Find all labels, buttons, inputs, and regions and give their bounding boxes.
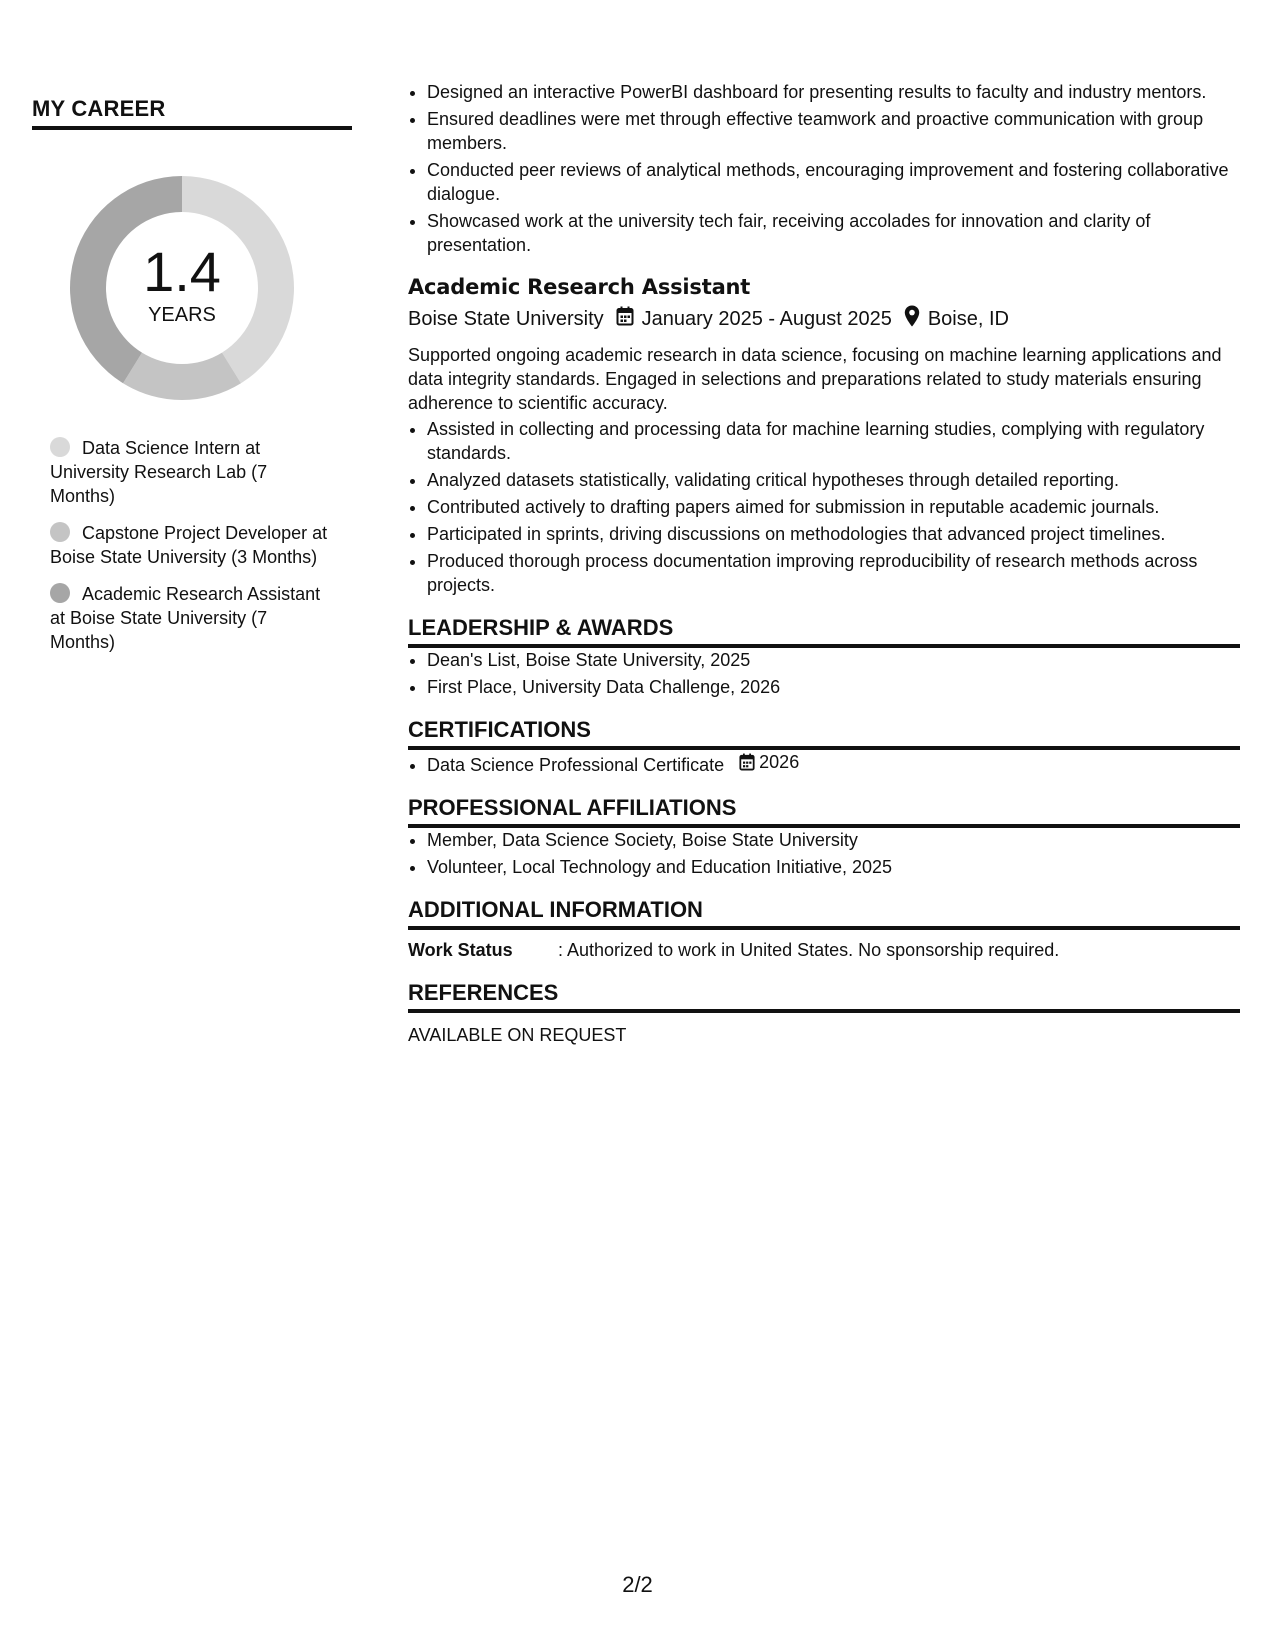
list-item: • Produced thorough process documentation improving reproducibility of research methods across projects. bbox=[427, 549, 1240, 597]
list-item: • Contributed actively to drafting papers aimed for submission in reputable academic journals. bbox=[427, 495, 1240, 519]
leadership-list bbox=[408, 648, 1240, 699]
list-item: • Conducted peer reviews of analytical methods, encouraging improvement and fostering collaborative dialogue. bbox=[427, 158, 1240, 206]
work-status-value: : Authorized to work in United States. No sponsorship required. bbox=[558, 940, 1060, 960]
legend-dot bbox=[50, 583, 70, 603]
certifications-list bbox=[408, 750, 1240, 777]
affiliations-list bbox=[408, 828, 1240, 879]
references-heading: REFERENCES bbox=[408, 980, 1240, 1013]
donut-center bbox=[62, 168, 302, 408]
certification-name: Data Science Professional Certificate bbox=[427, 755, 725, 775]
leadership-heading: LEADERSHIP & AWARDS bbox=[408, 615, 1240, 648]
legend-label: Capstone Project Developer at Boise State University (3 Months) bbox=[50, 523, 328, 567]
list-item bbox=[427, 750, 1240, 777]
career-sidebar bbox=[32, 96, 352, 667]
list-item: • Member, Data Science Society, Boise State University bbox=[427, 828, 1240, 852]
legend-dot bbox=[50, 437, 70, 457]
list-item: • Participated in sprints, driving discussions on methodologies that advanced project timelines. bbox=[427, 522, 1240, 546]
list-item: • Volunteer, Local Technology and Education Initiative, 2025 bbox=[427, 855, 1240, 879]
legend-label: Academic Research Assistant at Boise State University (7 Months) bbox=[50, 584, 321, 652]
certification-year-wrap bbox=[739, 750, 799, 774]
work-status-row bbox=[408, 938, 1240, 962]
job-meta bbox=[408, 305, 1240, 333]
work-status-label: Work Status bbox=[408, 940, 513, 960]
list-item: • Assisted in collecting and processing data for machine learning studies, complying with regulatory standards. bbox=[427, 417, 1240, 465]
list-item: • Dean's List, Boise State University, 2025 bbox=[427, 648, 1240, 672]
page-number: 2/2 bbox=[622, 1572, 653, 1597]
job-description: Supported ongoing academic research in data science, focusing on machine learning applications and data integrity standards. Engaged in selections and preparations related to study materials ensuring adherence to scientific accuracy. bbox=[408, 345, 1222, 413]
legend-item bbox=[50, 521, 330, 569]
total-years-unit: YEARS bbox=[148, 303, 216, 326]
location-pin-icon bbox=[904, 305, 920, 333]
list-item: • Ensured deadlines were met through effective teamwork and proactive communication with group members. bbox=[427, 107, 1240, 155]
intro-bullets bbox=[408, 80, 1240, 257]
references-text: AVAILABLE ON REQUEST bbox=[408, 1025, 627, 1045]
job-employer: Boise State University bbox=[408, 307, 604, 330]
career-legend bbox=[50, 436, 330, 654]
job-title: Academic Research Assistant bbox=[408, 275, 751, 299]
certification-year: 2026 bbox=[759, 752, 800, 772]
total-years-value: 1.4 bbox=[143, 239, 221, 303]
calendar-icon bbox=[616, 306, 634, 332]
list-item: • Analyzed datasets statistically, validating critical hypotheses through detailed reporting. bbox=[427, 468, 1240, 492]
affiliations-heading: PROFESSIONAL AFFILIATIONS bbox=[408, 795, 1240, 828]
job-location: Boise, ID bbox=[927, 307, 1009, 330]
list-item: • First Place, University Data Challenge, 2026 bbox=[427, 675, 1240, 699]
main-content bbox=[408, 80, 1240, 1047]
legend-item bbox=[50, 436, 330, 508]
legend-item bbox=[50, 582, 330, 654]
calendar-icon bbox=[739, 753, 755, 771]
certifications-heading: CERTIFICATIONS bbox=[408, 717, 1240, 750]
list-item: • Showcased work at the university tech fair, receiving accolades for innovation and clarity of presentation. bbox=[427, 209, 1240, 257]
job-dates: January 2025 - August 2025 bbox=[641, 307, 892, 330]
legend-dot bbox=[50, 522, 70, 542]
legend-label: Data Science Intern at University Research Lab (7 Months) bbox=[50, 438, 268, 506]
career-donut-chart bbox=[62, 168, 302, 408]
additional-heading: ADDITIONAL INFORMATION bbox=[408, 897, 1240, 930]
job-bullets bbox=[408, 417, 1240, 597]
career-heading: MY CAREER bbox=[32, 96, 352, 130]
list-item: • Designed an interactive PowerBI dashboard for presenting results to faculty and industry mentors. bbox=[427, 80, 1240, 104]
